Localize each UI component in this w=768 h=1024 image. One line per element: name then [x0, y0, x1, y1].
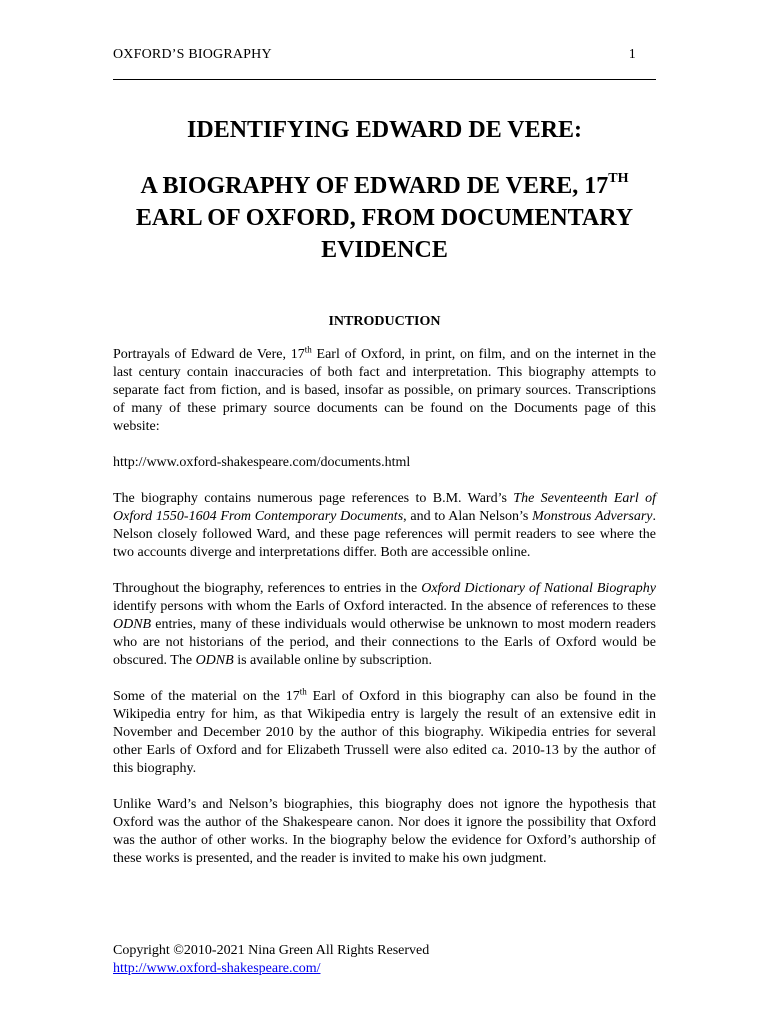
document-title: IDENTIFYING EDWARD DE VERE: [187, 117, 582, 143]
p2-text-b: , and to Alan Nelson’s [403, 509, 533, 524]
odnb-abbrev-1: ODNB [113, 617, 152, 632]
body-text [113, 346, 656, 886]
ward-book-title: The Seventeenth Earl of Oxford 1550-1604 From Contemporary Documents [113, 491, 656, 524]
header-rule [113, 79, 656, 80]
p1-text-b: Earl of Oxford, in print, on film, and on the internet in the last century contain inaccuracies of both fact and interpretation. This biography attempts to separate fact from fiction, and is based, insofar as possible, on primary sources. Transcriptions of many of these primary source documents can be found on the Documents page of this website: [113, 347, 656, 434]
paragraph-portrayals [113, 346, 656, 436]
page-footer [113, 942, 656, 978]
subtitle-part-b: EARL OF OXFORD, FROM DOCUMENTARY EVIDENCE [135, 205, 634, 263]
nelson-book-title: Monstrous Adversary [532, 509, 653, 524]
p3-text-c: entries, many of these individuals would otherwise be unknown to most modern readers who are not historians of the period, and their connections to the Earls of Oxford would be obscured. The [113, 617, 656, 668]
documents-url: http://www.oxford-shakespeare.com/documents.html [113, 455, 411, 470]
document-subtitle [113, 170, 656, 266]
p2-text-a: The biography contains numerous page references to B.M. Ward’s [113, 491, 514, 506]
p3-text-d: is available online by subscription. [233, 653, 432, 668]
p4-text-b: Earl of Oxford in this biography can also be found in the Wikipedia entry for him, as that Wikipedia entry is largely the result of an extensive edit in November and December 2010 by the author of this biography. Wikipedia entries for several other Earls of Oxford and for Elizabeth Trussell were also edited ca. 2010-13 by the author of this biography. [113, 689, 656, 776]
odnb-abbrev-2: ODNB [195, 653, 234, 668]
p2-text-c: . Nelson closely followed Ward, and these page references will permit readers to see where the two accounts diverge and interpretations differ. Both are accessible online. [113, 509, 656, 560]
subtitle-part-a: A BIOGRAPHY OF EDWARD DE VERE, 17 [140, 173, 609, 199]
page-number: 1 [628, 47, 636, 62]
p4-superscript: th [299, 686, 307, 697]
running-title: OXFORD’S BIOGRAPHY [113, 47, 272, 62]
paragraph-authorship: Unlike Ward’s and Nelson’s biographies, this biography does not ignore the hypothesis that Oxford was the author of the Shakespeare canon. Nor does it ignore the possibility that Oxford was the author of other works. In the biography below the evidence for Oxford’s authorship of these works is presented, and the reader is invited to make his own judgment. [113, 797, 656, 866]
odnb-title: Oxford Dictionary of National Biography [421, 581, 656, 596]
section-heading: INTRODUCTION [328, 314, 441, 329]
paragraph-wikipedia [113, 688, 656, 778]
paragraph-page-references [113, 490, 656, 562]
p1-text-a: Portrayals of Edward de Vere, 17 [113, 347, 305, 362]
copyright-notice: Copyright ©2010-2021 Nina Green All Rights Reserved [113, 943, 430, 958]
paragraph-odnb [113, 580, 656, 670]
p3-text-b: identify persons with whom the Earls of Oxford interacted. In the absence of references to these [113, 599, 656, 614]
p3-text-a: Throughout the biography, references to entries in the [113, 581, 422, 596]
p4-text-a: Some of the material on the 17 [113, 689, 300, 704]
p1-superscript: th [304, 344, 312, 355]
website-link[interactable]: http://www.oxford-shakespeare.com/ [113, 961, 321, 976]
subtitle-superscript: TH [608, 171, 629, 186]
